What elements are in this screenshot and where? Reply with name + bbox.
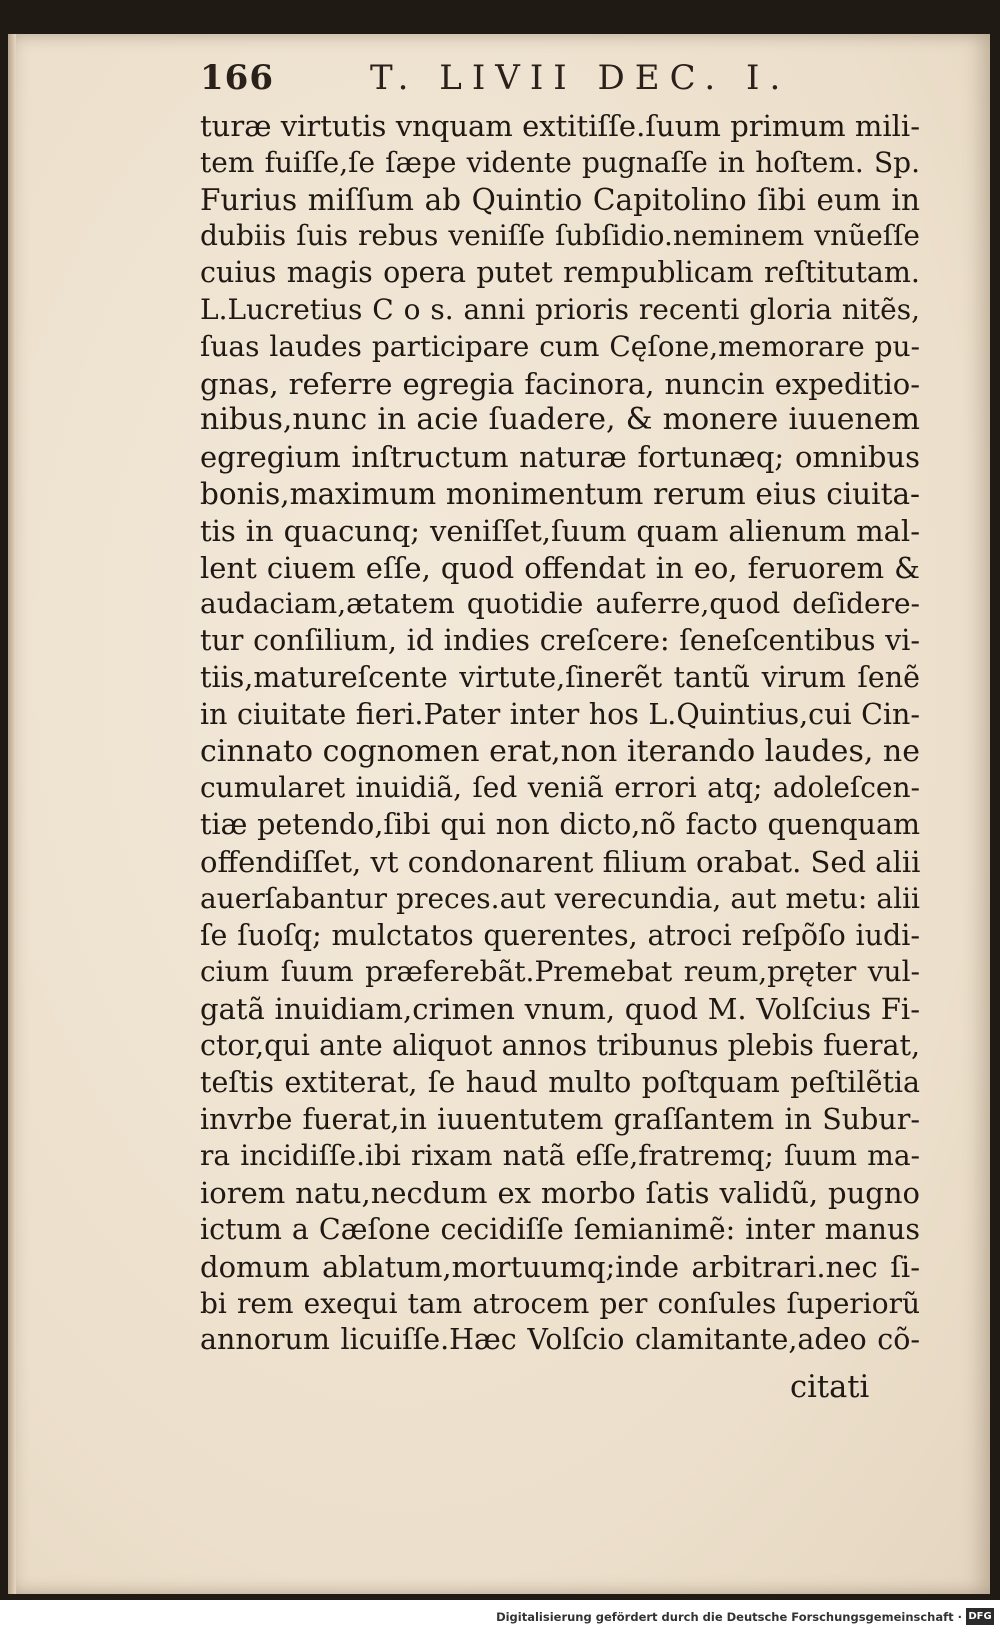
text-line: bonis,maximum monimentum rerum eius ciuita- [200, 476, 920, 511]
catchword: citati [790, 1370, 870, 1405]
text-line: cinnato cognomen erat,non iterando laudes, ne [200, 733, 920, 769]
text-line: auerſabantur preces.aut verecundia, aut metu: alii [200, 881, 920, 915]
text-line: ctor,qui ante aliquot annos tribunus plebis fuerat, [200, 1028, 920, 1062]
text-line: turæ virtutis vnquam extitiſſe.ſuum primum mili- [200, 109, 920, 143]
text-line: nibus,nunc in acie ſuadere, & monere iuuenem [200, 402, 920, 438]
text-line: invrbe fuerat,in iuuentutem graſſantem in Subur- [200, 1102, 920, 1136]
digitization-footer [0, 1600, 1000, 1634]
text-line: cium ſuum præferebãt.Premebat reum,pręter vul- [200, 955, 920, 989]
text-line: audaciam,ætatem quotidie auferre,quod deſidere- [200, 587, 920, 621]
text-line: domum ablatum,mortuumq;inde arbitrari.nec ſi- [200, 1249, 920, 1284]
text-line: iorem natu,necdum ex morbo ſatis validũ, pugno [200, 1176, 920, 1211]
text-line: lent ciuem eſſe, quod offendat in eo, feruorem & [200, 550, 920, 585]
text-line: tiis,matureſcente virtute,ſinerẽt tantũ virum ſenẽ [200, 660, 920, 694]
text-line: annorum licuiſſe.Hæc Volſcio clamitante,adeo cõ- [200, 1323, 920, 1357]
text-line: dubiis ſuis rebus veniſſe ſubſidio.neminem vnũeſſe [200, 219, 920, 253]
text-line: offendiſſet, vt condonarent filium orabat. Sed alii [200, 844, 921, 879]
text-line: tem fuiſſe,ſe ſæpe vidente pugnaſſe in hoſtem. Sp. [200, 145, 920, 179]
page-edge [8, 34, 16, 1594]
text-line: teſtis extiterat, ſe haud multo poſtquam peſtilẽtia [200, 1065, 920, 1099]
text-line: in ciuitate fieri.Pater inter hos L.Quintius,cui Cin- [200, 697, 920, 731]
text-line: ſe ſuoſq; mulctatos querentes, atroci reſpõſo iudi- [200, 918, 920, 952]
text-line: bi rem exequi tam atrocem per conſules ſuperiorũ [200, 1286, 920, 1320]
page-number: 166 [200, 58, 274, 98]
running-head-title: T. LIVII DEC. I. [370, 58, 791, 98]
text-line: tur conſilium, id indies creſcere: ſeneſcentibus vi- [200, 624, 920, 658]
text-line: L.Lucretius C o s. anni prioris recenti gloria nitẽs, [200, 292, 920, 326]
text-line: ra incidiſſe.ibi rixam natã eſſe,fratremq; ſuum ma- [200, 1139, 920, 1173]
running-head [200, 58, 800, 108]
text-line: gnas, referre egregia facinora, nuncin expeditio- [200, 366, 920, 401]
funding-credit: Digitalisierung gefördert durch die Deutsche Forschungsgemeinschaft · [496, 1610, 962, 1624]
text-line: Furius miſſum ab Quintio Capitolino ſibi eum in [200, 182, 920, 217]
text-line: ſuas laudes participare cum Cęſone,memorare pu- [200, 329, 920, 363]
text-line: tis in quacunq; veniſſet,ſuum quam alienum mal- [200, 513, 920, 548]
text-line: cumularet inuidiã, ſed veniã errori atq; adoleſcen- [200, 771, 920, 805]
text-line: cuius magis opera putet rempublicam reſtitutam. [200, 256, 920, 290]
text-block [200, 108, 920, 1359]
text-line: egregium inſtructum naturæ fortunæq; omnibus [200, 440, 920, 475]
text-line: tiæ petendo,ſibi qui non dicto,nõ facto quenquam [200, 808, 920, 842]
text-line: ictum a Cæſone cecidiſſe ſemianimẽ: inter manus [200, 1212, 920, 1246]
text-line: gatã inuidiam,crimen vnum, quod M. Volſcius Fi- [200, 992, 920, 1027]
dfg-logo: DFG [966, 1608, 994, 1625]
